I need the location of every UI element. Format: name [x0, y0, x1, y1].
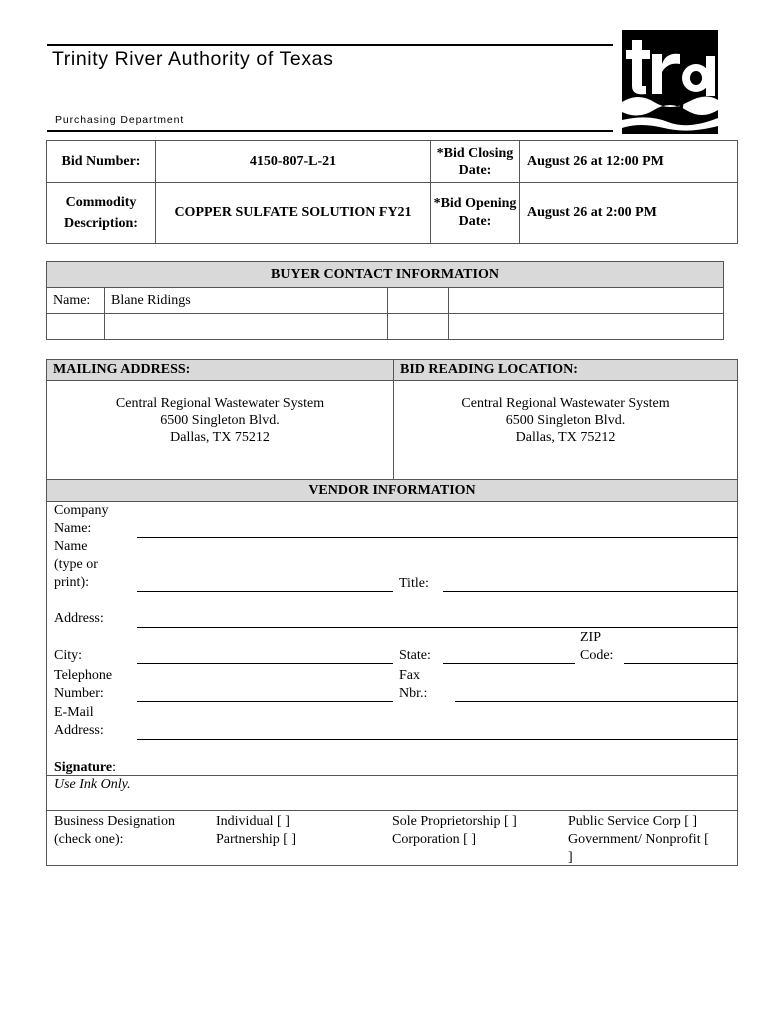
buyer-heading: BUYER CONTACT INFORMATION: [47, 262, 724, 288]
buyer-empty-cell: [449, 288, 724, 314]
header-bottom-rule: [47, 130, 613, 132]
zip-label-line1: ZIP: [580, 630, 601, 645]
commodity-label: Commodity Description:: [47, 183, 156, 244]
bid-number-value: 4150-807-L-21: [156, 141, 431, 183]
mailing-address: [47, 381, 394, 482]
buyer-empty-cell: [105, 314, 388, 340]
reading-line2: 6500 Singleton Blvd.: [505, 413, 626, 428]
public-service-corp-checkbox[interactable]: Public Service Corp [ ]: [568, 814, 698, 829]
bid-reading-address: [394, 381, 738, 482]
address-label: Address:: [54, 611, 104, 626]
sole-proprietorship-checkbox[interactable]: Sole Proprietorship [ ]: [392, 814, 517, 829]
section-divider: [47, 810, 737, 811]
reading-line1: Central Regional Wastewater System: [461, 396, 670, 411]
government-label-line2: ]: [568, 850, 573, 865]
partnership-checkbox[interactable]: Partnership [ ]: [216, 832, 297, 847]
government-nonprofit-checkbox[interactable]: [568, 831, 709, 867]
fax-field[interactable]: [455, 701, 738, 702]
company-name-field[interactable]: [137, 537, 738, 538]
designation-col1: [216, 813, 296, 849]
opening-date-value: August 26 at 2:00 PM: [520, 183, 738, 244]
zip-code-label: [580, 629, 613, 665]
name-label-line2: (type or: [54, 557, 98, 572]
header-top-rule: [47, 44, 613, 46]
state-label: State:: [399, 648, 431, 663]
individual-checkbox[interactable]: Individual [ ]: [216, 814, 290, 829]
zip-label-line2: Code:: [580, 648, 614, 663]
buyer-empty-cell: [47, 314, 105, 340]
fax-label-line2: Nbr.:: [399, 686, 428, 701]
ink-note: Use Ink Only.: [54, 777, 131, 792]
mailing-line2: 6500 Singleton Blvd.: [160, 413, 280, 428]
bd-label-line1: Business Designation: [54, 814, 175, 829]
signature-colon: :: [112, 760, 116, 775]
bid-info-table: [46, 140, 738, 244]
address-field[interactable]: [137, 627, 738, 628]
city-field[interactable]: [137, 663, 393, 664]
bid-number-label: Bid Number:: [47, 141, 156, 183]
closing-date-label: *Bid Closing Date:: [431, 141, 520, 183]
address-table: [46, 359, 738, 482]
telephone-label-line1: Telephone: [54, 668, 113, 683]
company-label-line1: Company: [54, 503, 109, 518]
zip-code-field[interactable]: [624, 663, 738, 664]
buyer-empty-cell: [388, 314, 449, 340]
reading-line3: Dallas, TX 75212: [515, 430, 616, 445]
vendor-heading: VENDOR INFORMATION: [47, 480, 737, 502]
email-field[interactable]: [137, 739, 738, 740]
commodity-value: COPPER SULFATE SOLUTION FY21: [156, 183, 431, 244]
buyer-contact-table: [46, 261, 724, 340]
buyer-name-value: Blane Ridings: [105, 288, 388, 314]
telephone-label-line2: Number:: [54, 686, 104, 701]
email-label-line2: Address:: [54, 723, 104, 738]
state-field[interactable]: [443, 663, 575, 664]
buyer-empty-cell: [449, 314, 724, 340]
fax-label: [399, 667, 427, 703]
department-label: Purchasing Department: [55, 114, 185, 126]
signature-label-text: Signature: [54, 760, 113, 775]
city-label: City:: [54, 648, 83, 663]
government-label-line1: Government/ Nonprofit [: [568, 832, 709, 847]
organization-title: Trinity River Authority of Texas: [52, 48, 334, 70]
company-name-label: [54, 502, 108, 538]
bid-reading-location-heading: BID READING LOCATION:: [394, 360, 738, 381]
email-label: [54, 704, 104, 740]
telephone-field[interactable]: [137, 701, 393, 702]
vendor-name-field[interactable]: [137, 591, 393, 592]
corporation-checkbox[interactable]: Corporation [ ]: [392, 832, 476, 847]
business-designation-label: [54, 813, 175, 849]
email-label-line1: E-Mail: [54, 705, 94, 720]
mailing-line1: Central Regional Wastewater System: [115, 396, 325, 411]
telephone-label: [54, 667, 112, 703]
fax-label-line1: Fax: [399, 668, 420, 683]
mailing-address-heading: MAILING ADDRESS:: [47, 360, 394, 381]
name-label-line3: print):: [54, 575, 89, 590]
company-label-line2: Name:: [54, 521, 92, 536]
vendor-name-label: [54, 538, 98, 592]
opening-date-label: *Bid Opening Date:: [431, 183, 520, 244]
tra-logo: [618, 30, 728, 134]
buyer-empty-cell: [388, 288, 449, 314]
name-label-line1: Name: [54, 539, 88, 554]
designation-col2: [392, 813, 517, 849]
mailing-line3: Dallas, TX 75212: [170, 430, 270, 445]
signature-field[interactable]: [47, 775, 737, 776]
vendor-information-section: [46, 479, 738, 866]
bd-label-line2: (check one):: [54, 832, 124, 847]
title-field[interactable]: [443, 591, 738, 592]
buyer-name-label: Name:: [47, 288, 105, 314]
title-label: Title:: [399, 576, 429, 591]
designation-col3: [568, 813, 709, 867]
closing-date-value: August 26 at 12:00 PM: [520, 141, 738, 183]
